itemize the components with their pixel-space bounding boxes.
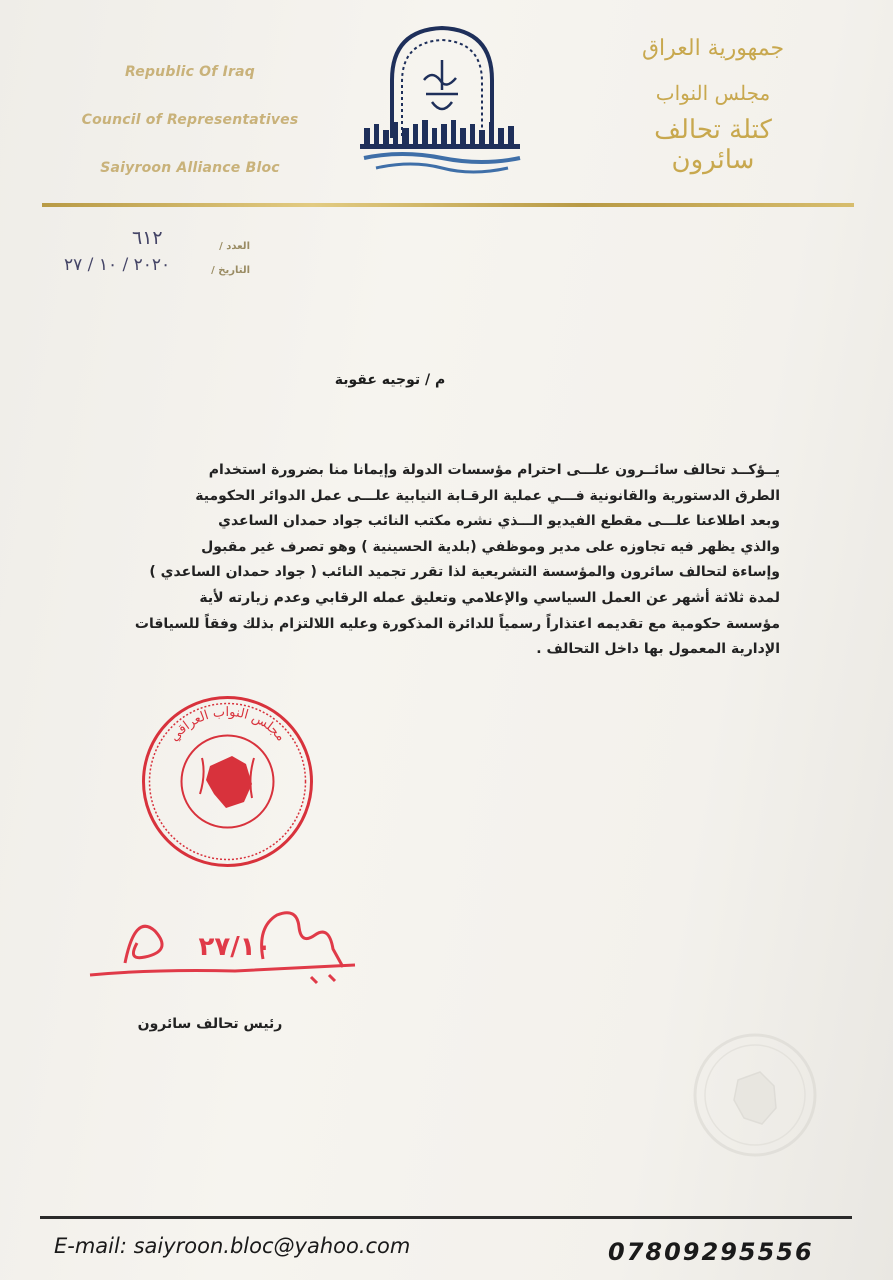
signatory-title: رئيس تحالف سائرون — [137, 1016, 283, 1032]
embossed-seal-icon — [690, 1030, 820, 1160]
footer-email: E-mail: saiyroon.bloc@yahoo.com — [54, 1234, 411, 1258]
body-line: لمدة ثلاثة أشهر عن العمل السياسي والإعلامي وتعليق عمله الرقابي وعدم زيارته لأية — [199, 589, 780, 606]
header-divider — [42, 203, 854, 207]
reference-number-value: ٦١٢ — [132, 227, 163, 249]
arabic-letterhead — [613, 30, 813, 175]
letter-body — [62, 458, 780, 663]
letterhead-en-line-2: Council of Representatives — [81, 112, 299, 128]
letterhead-en-line-1: Republic Of Iraq — [124, 64, 255, 80]
footer-phone: 07809295556 — [608, 1238, 814, 1266]
seal-text: مجلس النواب العراقي — [167, 704, 289, 745]
body-line: الطرق الدستورية والقانونية فـــي عملية الرقـابة النيابية علـــى عمل الدوائر الحكومية — [195, 487, 780, 504]
letterhead-ar-line-1: جمهورية العراق — [641, 36, 785, 61]
footer-divider — [40, 1216, 852, 1219]
english-letterhead — [70, 48, 310, 192]
body-line: مؤسسة حكومية مع تقديمه اعتذاراً رسمياً للدائرة المذكورة وعليه اللالتزام بذلك وفقاً للسياقات — [134, 615, 780, 632]
body-line: يــؤكــد تحالف سائــرون علـــى احترام مؤسسات الدولة وإيمانا منا بضرورة استخدام — [208, 462, 780, 478]
body-line: الإدارية المعمول بها داخل التحالف . — [536, 641, 780, 658]
official-seal-icon — [140, 694, 315, 869]
signature-date: ٢٧/١٠ — [198, 932, 272, 962]
reference-date-value: ٢٠٢٠ / ١٠ / ٢٧ — [64, 255, 171, 275]
letterhead-en-line-3: Saiyroon Alliance Bloc — [100, 160, 280, 176]
letterhead-ar-line-2: مجلس النواب — [655, 81, 771, 105]
reference-number-label: العدد / — [219, 241, 250, 252]
handwritten-signature-icon — [85, 905, 365, 990]
body-line: والذي يظهر فيه تجاوزه على مدير وموظفي (بلدية الحسينية ) وهو تصرف غير مقبول — [201, 538, 780, 555]
body-line: وبعد اطلاعنا علـــى مقطع الفيديو الـــذي نشره مكتب النائب جواد حمدان الساعدي — [218, 513, 780, 530]
letter-subject: م / توجيه عقوبة — [334, 372, 446, 388]
reference-date-label: التاريخ / — [211, 265, 250, 276]
body-line: وإساءة لتحالف سائرون والمؤسسة التشريعية لذا تقرر تجميد النائب ( جواد حمدان الساعدي ) — [149, 564, 780, 581]
reference-block — [60, 225, 280, 285]
letterhead-ar-line-3: كتلة تحالف سائرون — [654, 115, 772, 175]
saiyroon-logo-icon — [352, 20, 532, 180]
